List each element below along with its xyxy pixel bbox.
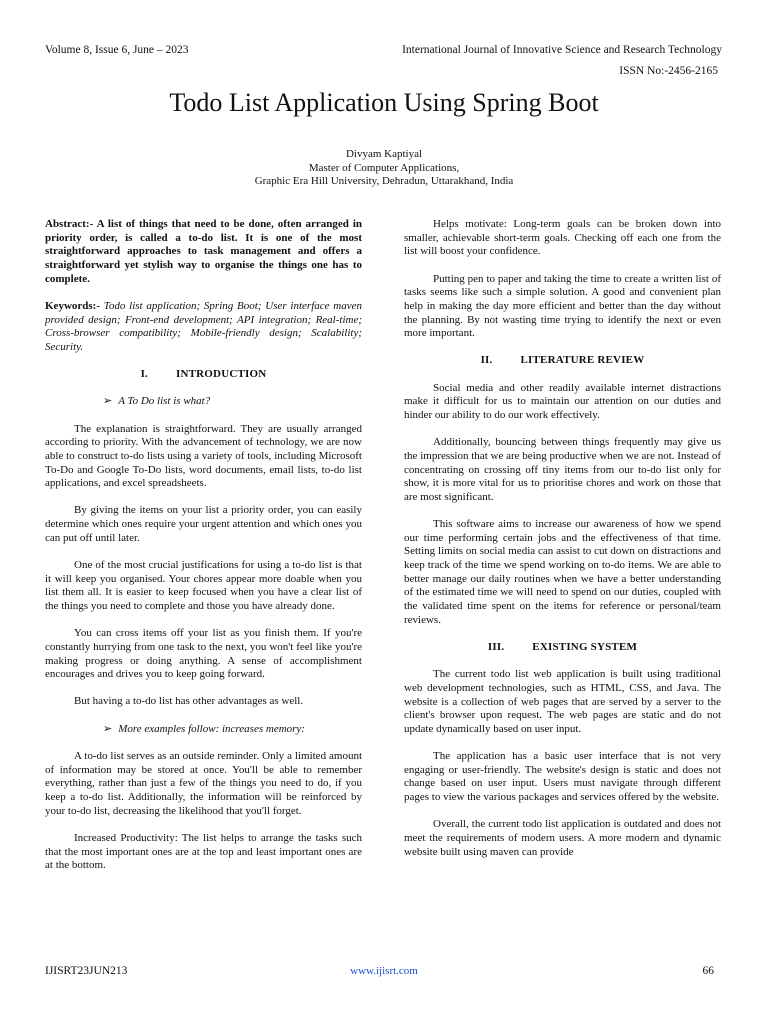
paragraph: Social media and other readily available internet distractions make it difficult for us to maintain our attention on our duties and hinder our ability to do our work effectively. [404,381,721,421]
footer-website-link[interactable]: www.ijisrt.com [350,965,418,977]
paragraph: Helps motivate: Long-term goals can be broken down into smaller, achievable short-term goals. Checking off each one from the list will boost your confidence. [404,218,721,258]
paragraph: By giving the items on your list a priority order, you can easily determine which ones require your urgent attention and which ones you can put off until later. [45,504,362,544]
arrow-bullet-icon: ➢ [103,395,113,408]
section-number: I. [140,368,148,381]
subheading-bullet [45,723,362,737]
running-header-left: Volume 8, Issue 6, June – 2023 [45,44,189,56]
paragraph: You can cross items off your list as you finish them. If you're constantly hurrying from one task to the next, you won't feel like you're making progress or doing anything. A sense of accomplishment encourages and drives you to keep going forward. [45,627,362,681]
paragraph: Overall, the current todo list application is outdated and does not meet the requirements of modern users. A more modern and dynamic website built using maven can provide [404,818,721,858]
right-column [404,218,721,873]
author-affiliation: Graphic Era Hill University, Dehradun, Uttarakhand, India [254,175,514,188]
abstract-text: A list of things that need to be done, often arranged in priority order, is called a to-do list. It is one of the most straightforward approaches to task management and offers a straightforward yet stylish way to organise the things one has to complete. [45,218,362,285]
footer-id: IJISRT23JUN213 [45,965,128,977]
arrow-bullet-icon: ➢ [103,722,113,735]
author-block [0,148,768,189]
bullet-text: A To Do list is what? [118,395,211,408]
section-title: EXISTING SYSTEM [532,640,638,653]
paragraph: This software aims to increase our awareness of how we spend our time performing certain jobs and the effectiveness of that time. Setting limits on social media can assist to cut down on distractions and keep track of the time we spend working on to-do items. We are able to better manage our daily routines when we have a better understanding of the estimated time we will need to spend on our duties, coupled with the validated time spent on the items for reference or personal/team reviews. [404,518,721,626]
paragraph: Additionally, bouncing between things frequently may give us the impression that we are being productive when we are not. Instead of concentrating on crossing off tiny items from our to-do list only for show, it is more vital for us to prioritise chores and work on those that are most significant. [404,436,721,503]
left-column [45,218,362,886]
section-heading-existing-system [404,641,721,655]
section-title: LITERATURE REVIEW [520,354,645,367]
keywords-label: Keywords:- [45,299,100,312]
paragraph: The explanation is straightforward. They are usually arranged according to priority. With the advancement of technology, we are now able to construct to-do lists using a variety of tools, including Microsoft To-Do and Google To-Do lists, word documents, email lists, to-do list applications, and excel spreadsheets. [45,422,362,490]
keywords [45,300,362,355]
section-number: II. [480,354,493,367]
section-number: III. [487,640,505,653]
running-header-right: International Journal of Innovative Science and Research Technology [402,44,722,56]
section-heading-literature-review [404,354,721,368]
section-heading-introduction [45,368,362,382]
issn-label: ISSN No:-2456-2165 [619,65,718,77]
author-degree: Master of Computer Applications, [308,161,460,174]
paragraph: Putting pen to paper and taking the time to create a written list of tasks seems like such a simple solution. A good and convenient plan help in making the day more efficient and better than the day without the planning. By not wasting time trying to identify the next or even more important. [404,272,721,340]
author-name: Divyam Kaptiyal [345,148,423,160]
bullet-text: More examples follow: increases memory: [118,722,305,735]
abstract [45,218,362,286]
section-title: INTRODUCTION [176,368,267,381]
paper-title: Todo List Application Using Spring Boot [169,88,599,117]
abstract-label: Abstract:- [45,218,94,230]
paragraph: The application has a basic user interface that is not very engaging or user-friendly. The website's design is static and does not change based on user input. Users must navigate through different pages to view the various packages and services offered by the website. [404,750,721,804]
keywords-text: Todo list application; Spring Boot; User interface maven provided design; Front-end development; API integration; Real-time; Cross-browser compatibility; Mobile-friendly design; Scalability; Security. [45,299,362,353]
paragraph: The current todo list web application is built using traditional web development technologies, such as HTML, CSS, and Java. The website is a collection of web pages that are served by a server to the client's browser upon request. The web pages are static and do not update dynamically based on user input. [404,668,721,735]
page-number: 66 [702,965,714,977]
paragraph: A to-do list serves as an outside reminder. Only a limited amount of information may be stored at once. You'll be able to remember everything, rather than just a few of the things you need to do, if you keep a to-do list. Additionally, the information will be reinforced by your to-do list, decreasing the likelihood that you'll forget. [45,749,362,817]
paragraph: Increased Productivity: The list helps to arrange the tasks such that the most important ones are at the top and least important ones are at the bottom. [45,831,362,872]
subheading-bullet [45,395,362,409]
paragraph: But having a to-do list has other advantages as well. [74,695,304,708]
paragraph: One of the most crucial justifications for using a to-do list is that it will keep you organised. Your chores appear more doable when you list them all. It is easier to keep focused when you have a clear list of the things you need to complete and those you have already done. [45,559,362,612]
